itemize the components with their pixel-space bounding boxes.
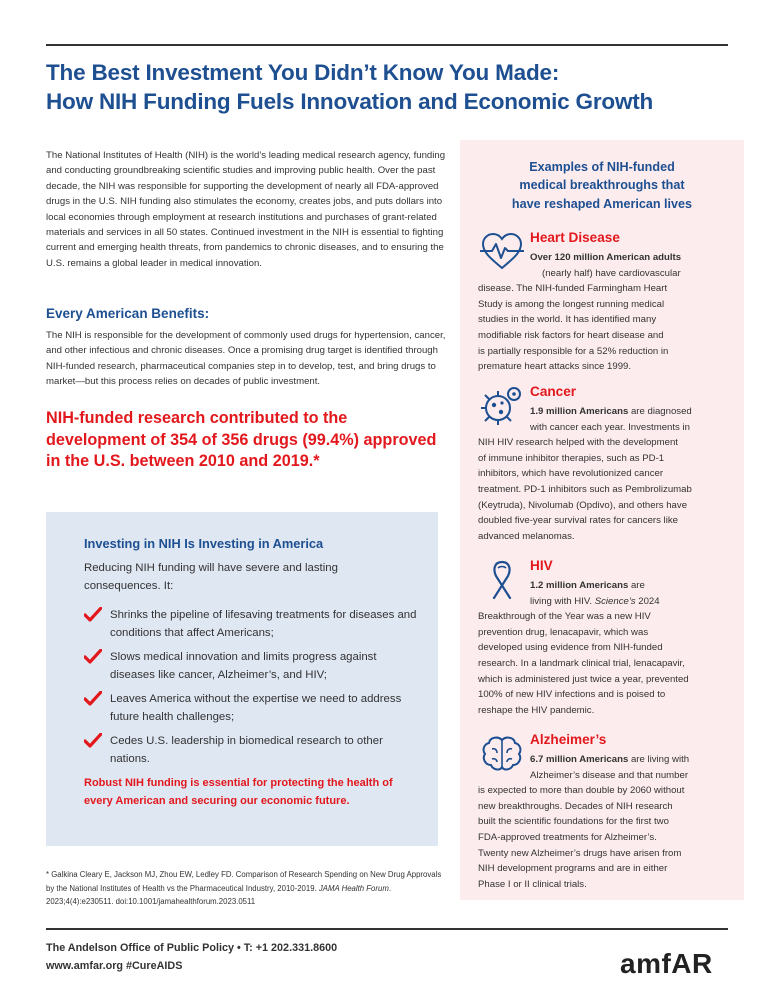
- text-line: advanced melanomas.: [478, 530, 575, 542]
- list-item: [84, 606, 424, 642]
- text-line: treatment. PD-1 inhibitors such as Pembrolizumab: [478, 483, 692, 495]
- list-item: [84, 732, 424, 768]
- invest-closing: Robust NIH funding is essential for protecting the health of every American and securing our economic future.: [84, 777, 393, 807]
- checkmark-icon: [84, 733, 102, 749]
- text-line: (nearly half) have cardiovascular: [542, 267, 681, 279]
- text-line: Breakthrough of the Year was a new HIV: [478, 611, 651, 623]
- text-line: of immune inhibitor therapies, such as PD-1: [478, 452, 665, 464]
- text-line: developed using evidence from NIH-funded: [478, 642, 663, 654]
- text-line: NIH HIV research helped with the development: [478, 437, 678, 449]
- footnote-journal: JAMA Health Forum: [318, 883, 389, 893]
- text-italic: Science’s: [594, 595, 636, 607]
- top-divider: [46, 44, 728, 46]
- checkmark-icon: [84, 691, 102, 707]
- section-bold: Over 120 million American adults: [530, 252, 682, 263]
- section-heading: Cancer: [530, 384, 577, 399]
- text-line: Twenty new Alzheimer’s drugs have arisen from: [478, 847, 682, 859]
- list-item-text: Shrinks the pipeline of lifesaving treatments for diseases and conditions that affect Americans;: [110, 609, 417, 639]
- invest-box: [46, 512, 438, 846]
- text-line: FDA-approved treatments for Alzheimer’s.: [478, 831, 657, 843]
- section-heading: HIV: [530, 558, 553, 573]
- section-bold: 1.2 million Americans: [530, 580, 629, 591]
- checkmark-icon: [84, 607, 102, 623]
- section-text: [478, 752, 736, 892]
- list-item-text: Cedes U.S. leadership in biomedical research to other nations.: [110, 735, 383, 765]
- text-line: (Keytruda), Nivolumab (Opdivo), and others have: [478, 499, 688, 511]
- list-item: [84, 648, 424, 684]
- amfar-logo: amfAR: [620, 948, 713, 979]
- text-fragment: 2024: [635, 595, 660, 607]
- panel-title-line: medical breakthroughs that: [519, 178, 685, 193]
- text-line: is expected to more than double by 2060 without: [478, 785, 685, 797]
- section-text: [478, 250, 736, 375]
- text-line: prevention drug, lenacapavir, which was: [478, 626, 649, 638]
- text-line: 100% of new HIV infections and is poised to: [478, 689, 666, 701]
- highlight-statement: NIH-funded research contributed to the development of 354 of 356 drugs (99.4%) approved in the U.S. between 2010 and 2019.*: [46, 409, 437, 471]
- text-line: reshape the HIV pandemic.: [478, 704, 595, 716]
- text-line: studies in the world. It has identified many: [478, 314, 657, 326]
- section-bold: 1.9 million Americans: [530, 406, 629, 417]
- text-line: inhibitors, which have revolutionized cancer: [478, 468, 664, 480]
- text-line: modifiable risk factors for heart disease and: [478, 329, 664, 341]
- text-line: Study is among the longest running medical: [478, 298, 665, 310]
- text-line: which is administered just twice a year, prevented: [478, 673, 689, 685]
- footnote-citation: . 2023;4(4):e230511. doi:10.1001/jamahealthforum.2023.0511: [46, 883, 391, 906]
- text-line: doubled five-year survival rates for cancers like: [478, 515, 678, 527]
- panel-title-line: Examples of NIH-funded: [529, 160, 675, 174]
- panel-title: [460, 158, 744, 213]
- text-line: is partially responsible for a 52% reduction in: [478, 345, 669, 357]
- benefits-paragraph: The NIH is responsible for the development of commonly used drugs for hypertension, cancer, and other infectious and chronic diseases. Once a promising drug target is identified through NIH-funded research, pharmaceutical companies step in to develop, test, and bring drugs to market—but this process relies on decades of public investment.: [46, 330, 446, 388]
- list-item-text: Leaves America without the expertise we need to address future health challenges;: [110, 693, 402, 723]
- footnote: [46, 868, 446, 909]
- title-line-2: How NIH Funding Fuels Innovation and Economic Growth: [46, 89, 654, 114]
- title-line-1: The Best Investment You Didn’t Know You Made:: [46, 60, 560, 85]
- text-fragment: are living with: [628, 754, 690, 765]
- text-line: Phase I or II clinical trials.: [478, 878, 587, 890]
- section-bold: 6.7 million Americans: [530, 754, 629, 765]
- bottom-divider: [46, 928, 728, 930]
- section-heading: Alzheimer’s: [530, 732, 607, 747]
- list-item: [84, 690, 424, 726]
- section-text: [478, 404, 736, 544]
- invest-intro: Reducing NIH funding will have severe and lasting consequences. It:: [84, 562, 338, 592]
- intro-paragraph: The National Institutes of Health (NIH) is the world’s leading medical research agency, funding and conducting groundbreaking scientific studies and improving public health. Over the past decade, the NIH was responsible for supporting the development of nearly all FDA-approved drugs in the U.S. NIH funding also stimulates the economy, creates jobs, and puts dollars into local economies through employment at research institutions and purchases of grant-related materials and services in all 50 states. Continued investment in the NIH is essential to fighting current and emerging health threats, from pandemics to chronic diseases, and to ensuring the U.S. remains a global leader in medical innovation.: [46, 150, 446, 269]
- text-fragment: are diagnosed: [628, 406, 692, 417]
- text-line: NIH development programs and are in either: [478, 863, 668, 875]
- text-line: disease. The NIH-funded Farmingham Heart: [478, 283, 668, 295]
- text-line: Alzheimer’s disease and that number: [530, 769, 689, 781]
- breakthroughs-panel: [460, 140, 744, 900]
- text-fragment: are: [628, 580, 645, 591]
- page-title: [46, 58, 746, 116]
- text-line: premature heart attacks since 1999.: [478, 361, 632, 373]
- footnote-text: * Galkina Cleary E, Jackson MJ, Zhou EW, Ledley FD. Comparison of Research Spending on New Drug Approvals by the National Institutes of Health vs the Pharmaceutical Industry, 2010-2019.: [46, 870, 442, 893]
- invest-list: [84, 606, 424, 774]
- invest-title: Investing in NIH Is Investing in America: [84, 536, 324, 551]
- text-line: research. In a landmark clinical trial, lenacapavir,: [478, 657, 685, 669]
- panel-title-line: have reshaped American lives: [511, 196, 693, 211]
- text-fragment: living with HIV.: [530, 595, 595, 607]
- text-line: with cancer each year. Investments in: [530, 421, 690, 433]
- section-text: [478, 578, 736, 718]
- footer-website: www.amfar.org #CureAIDS: [46, 960, 183, 972]
- text-line: new breakthroughs. Decades of NIH research: [478, 800, 673, 812]
- text-line: built the scientific foundations for the first two: [478, 816, 669, 828]
- section-heading: Heart Disease: [530, 230, 620, 245]
- checkmark-icon: [84, 649, 102, 665]
- benefits-heading: Every American Benefits:: [46, 306, 210, 321]
- footer-contact: The Andelson Office of Public Policy • T: +1 202.331.8600: [46, 942, 338, 954]
- list-item-text: Slows medical innovation and limits progress against diseases like cancer, Alzheimer’s, and HIV;: [110, 651, 377, 681]
